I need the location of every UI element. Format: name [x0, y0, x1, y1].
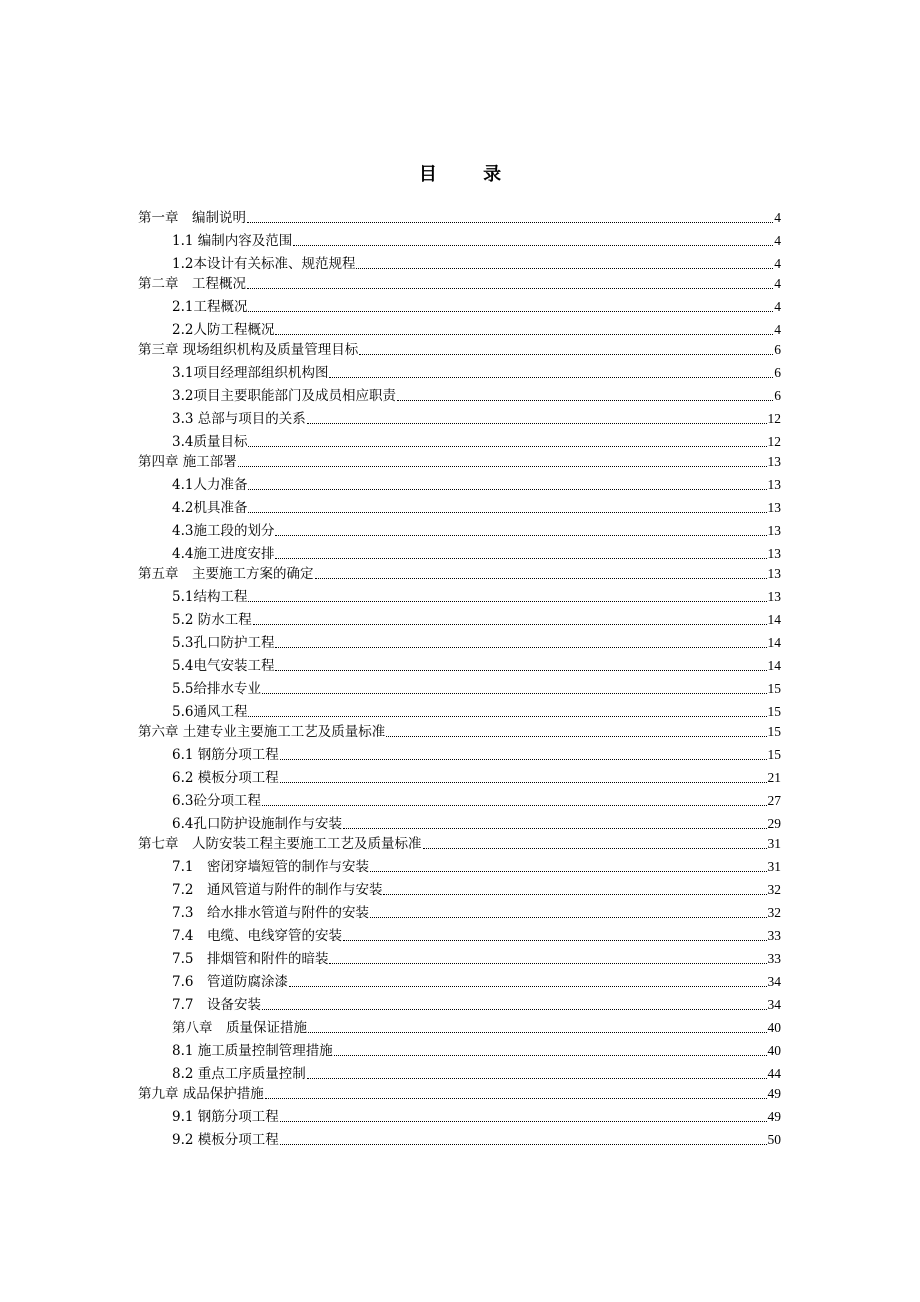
toc-entry-text: 7.1 密闭穿墙短管的制作与安装	[172, 859, 369, 875]
toc-page-number: 15	[767, 747, 781, 762]
toc-entry[interactable]	[138, 516, 781, 539]
toc-entry[interactable]	[138, 651, 781, 674]
toc-page-number: 4	[774, 299, 781, 314]
toc-entry-text: 5.1结构工程	[172, 589, 248, 605]
toc-entry-text: 6.1 钢筋分项工程	[172, 747, 279, 763]
toc-page-number: 12	[767, 434, 781, 449]
toc-dot-leader	[356, 268, 773, 269]
toc-dot-leader	[370, 917, 767, 918]
toc-entry-text: 4.4施工进度安排	[172, 546, 275, 562]
toc-entry[interactable]	[138, 852, 781, 875]
toc-page-number: 15	[767, 724, 781, 739]
toc-dot-leader	[386, 736, 766, 737]
toc-entry[interactable]	[138, 493, 781, 516]
toc-dot-leader	[307, 1078, 767, 1079]
toc-dot-leader	[293, 245, 773, 246]
toc-dot-leader	[280, 759, 767, 760]
toc-page-number: 4	[774, 276, 781, 291]
toc-entry[interactable]	[138, 921, 781, 944]
toc-page-number: 31	[767, 836, 781, 851]
toc-page-number: 40	[767, 1043, 781, 1058]
toc-entry[interactable]	[138, 809, 781, 832]
toc-entry[interactable]	[138, 1082, 781, 1102]
toc-entry-text: 第二章 工程概况	[138, 276, 246, 292]
toc-page-number: 13	[767, 589, 781, 604]
toc-entry-text: 8.1 施工质量控制管理措施	[172, 1043, 333, 1059]
toc-entry[interactable]	[138, 381, 781, 404]
toc-dot-leader	[315, 578, 767, 579]
toc-dot-leader	[265, 1098, 767, 1099]
toc-dot-leader	[329, 377, 773, 378]
toc-dot-leader	[334, 1055, 767, 1056]
toc-entry[interactable]	[138, 990, 781, 1013]
toc-entry-text: 5.4电气安装工程	[172, 658, 275, 674]
toc-page-number: 6	[774, 342, 781, 357]
toc-entry-text: 3.4质量目标	[172, 434, 248, 450]
toc-dot-leader	[248, 601, 766, 602]
toc-page-number: 13	[767, 477, 781, 492]
toc-page-number: 49	[767, 1086, 781, 1101]
toc-entry[interactable]	[138, 628, 781, 651]
toc-dot-leader	[253, 624, 767, 625]
toc-dot-leader	[262, 1009, 767, 1010]
toc-entry-text: 7.6 管道防腐涂漆	[172, 974, 288, 990]
toc-dot-leader	[343, 828, 767, 829]
toc-page-number: 4	[774, 233, 781, 248]
toc-entry-text: 2.1工程概况	[172, 299, 248, 315]
toc-page-number: 32	[767, 905, 781, 920]
toc-dot-leader	[397, 400, 773, 401]
toc-page-number: 6	[774, 388, 781, 403]
toc-list	[138, 206, 781, 1148]
toc-entry-text: 7.5 排烟管和附件的暗装	[172, 951, 329, 967]
toc-page-number: 14	[767, 612, 781, 627]
toc-dot-leader	[359, 354, 773, 355]
toc-entry-text: 6.3砼分项工程	[172, 793, 261, 809]
toc-entry-text: 1.1 编制内容及范围	[172, 233, 293, 249]
toc-page-number: 34	[767, 997, 781, 1012]
toc-page-number: 13	[767, 454, 781, 469]
toc-dot-leader	[262, 693, 767, 694]
toc-entry[interactable]	[138, 1036, 781, 1059]
toc-page-number: 4	[774, 322, 781, 337]
toc-dot-leader	[248, 716, 766, 717]
toc-entry[interactable]	[138, 450, 781, 470]
toc-entry[interactable]	[138, 944, 781, 967]
toc-page-number: 32	[767, 882, 781, 897]
toc-entry-text: 3.1项目经理部组织机构图	[172, 365, 329, 381]
toc-entry[interactable]	[138, 740, 781, 763]
toc-entry[interactable]	[138, 272, 781, 292]
toc-entry-text: 第六章 土建专业主要施工工艺及质量标准	[138, 724, 386, 740]
toc-entry[interactable]	[138, 763, 781, 786]
toc-entry[interactable]	[138, 338, 781, 358]
toc-page-number: 13	[767, 546, 781, 561]
toc-dot-leader	[248, 489, 766, 490]
toc-dot-leader	[248, 512, 766, 513]
toc-dot-leader	[275, 558, 766, 559]
toc-entry-text: 7.2 通风管道与附件的制作与安装	[172, 882, 383, 898]
toc-dot-leader	[307, 423, 767, 424]
toc-entry[interactable]	[138, 1013, 781, 1036]
toc-entry-text: 第三章 现场组织机构及质量管理目标	[138, 342, 359, 358]
toc-dot-leader	[248, 311, 773, 312]
toc-dot-leader	[275, 535, 766, 536]
toc-page-number: 21	[767, 770, 781, 785]
toc-page-number: 15	[767, 681, 781, 696]
toc-page-number: 4	[774, 256, 781, 271]
toc-page-number: 4	[774, 210, 781, 225]
toc-entry[interactable]	[138, 249, 781, 272]
toc-entry-text: 3.3 总部与项目的关系	[172, 411, 306, 427]
toc-page-number: 27	[767, 793, 781, 808]
toc-entry-text: 第八章 质量保证措施	[172, 1020, 307, 1036]
toc-dot-leader	[247, 222, 773, 223]
toc-dot-leader	[275, 647, 766, 648]
toc-dot-leader	[280, 1121, 767, 1122]
toc-entry-text: 5.5给排水专业	[172, 681, 261, 697]
toc-entry-text: 6.4孔口防护设施制作与安装	[172, 816, 342, 832]
toc-dot-leader	[280, 782, 767, 783]
toc-entry[interactable]	[138, 404, 781, 427]
toc-page-number: 13	[767, 500, 781, 515]
toc-entry[interactable]	[138, 605, 781, 628]
toc-entry[interactable]	[138, 315, 781, 338]
toc-dot-leader	[275, 670, 766, 671]
toc-entry-text: 5.2 防水工程	[172, 612, 252, 628]
toc-entry-text: 8.2 重点工序质量控制	[172, 1066, 306, 1082]
toc-entry-text: 7.7 设备安装	[172, 997, 261, 1013]
toc-entry[interactable]	[138, 470, 781, 493]
toc-dot-leader	[247, 288, 773, 289]
toc-entry-text: 5.3孔口防护工程	[172, 635, 275, 651]
toc-page-number: 14	[767, 658, 781, 673]
toc-entry-text: 第四章 施工部署	[138, 454, 237, 470]
toc-entry-text: 2.2人防工程概况	[172, 322, 275, 338]
toc-page-number: 14	[767, 635, 781, 650]
toc-entry-text: 7.3 给水排水管道与附件的安装	[172, 905, 369, 921]
toc-dot-leader	[423, 848, 767, 849]
toc-entry[interactable]	[138, 967, 781, 990]
toc-entry-text: 第七章 人防安装工程主要施工工艺及质量标准	[138, 836, 422, 852]
toc-page-number: 29	[767, 816, 781, 831]
toc-page-number: 31	[767, 859, 781, 874]
toc-title: 目 录	[418, 164, 522, 185]
toc-entry[interactable]	[138, 206, 781, 226]
toc-entry[interactable]	[138, 539, 781, 562]
toc-entry[interactable]	[138, 562, 781, 582]
toc-entry[interactable]	[138, 1102, 781, 1125]
toc-entry[interactable]	[138, 292, 781, 315]
toc-entry[interactable]	[138, 786, 781, 809]
toc-entry[interactable]	[138, 697, 781, 720]
toc-page-number: 12	[767, 411, 781, 426]
toc-entry[interactable]	[138, 832, 781, 852]
toc-entry-text: 第五章 主要施工方案的确定	[138, 566, 314, 582]
toc-dot-leader	[238, 466, 767, 467]
toc-entry[interactable]	[138, 875, 781, 898]
toc-dot-leader	[275, 334, 773, 335]
toc-dot-leader	[308, 1032, 767, 1033]
toc-entry-text: 3.2项目主要职能部门及成员相应职责	[172, 388, 396, 404]
toc-dot-leader	[329, 963, 766, 964]
toc-dot-leader	[262, 805, 767, 806]
toc-dot-leader	[280, 1144, 767, 1145]
toc-page-number: 33	[767, 951, 781, 966]
toc-entry[interactable]	[138, 674, 781, 697]
toc-dot-leader	[289, 986, 767, 987]
toc-entry-text: 第九章 成品保护措施	[138, 1086, 264, 1102]
toc-entry[interactable]	[138, 582, 781, 605]
toc-entry[interactable]	[138, 427, 781, 450]
toc-dot-leader	[370, 871, 767, 872]
toc-entry[interactable]	[138, 720, 781, 740]
toc-entry-text: 4.1人力准备	[172, 477, 248, 493]
toc-page-number: 6	[774, 365, 781, 380]
toc-entry[interactable]	[138, 898, 781, 921]
toc-page-number: 49	[767, 1109, 781, 1124]
toc-entry[interactable]	[138, 1125, 781, 1148]
toc-entry-text: 9.1 钢筋分项工程	[172, 1109, 279, 1125]
toc-page-number: 50	[767, 1132, 781, 1147]
toc-page-number: 40	[767, 1020, 781, 1035]
toc-entry[interactable]	[138, 1059, 781, 1082]
toc-dot-leader	[343, 940, 767, 941]
toc-page-number: 15	[767, 704, 781, 719]
toc-entry-text: 9.2 模板分项工程	[172, 1132, 279, 1148]
toc-entry-text: 4.3施工段的划分	[172, 523, 275, 539]
toc-page-number: 33	[767, 928, 781, 943]
toc-entry-text: 4.2机具准备	[172, 500, 248, 516]
toc-page-number: 34	[767, 974, 781, 989]
toc-page-number: 13	[767, 566, 781, 581]
toc-dot-leader	[248, 446, 766, 447]
toc-entry[interactable]	[138, 226, 781, 249]
toc-entry-text: 第一章 编制说明	[138, 210, 246, 226]
toc-entry-text: 6.2 模板分项工程	[172, 770, 279, 786]
toc-entry-text: 1.2本设计有关标准、规范规程	[172, 256, 356, 272]
toc-page-number: 13	[767, 523, 781, 538]
toc-dot-leader	[383, 894, 766, 895]
toc-entry-text: 7.4 电缆、电线穿管的安装	[172, 928, 342, 944]
toc-entry-text: 5.6通风工程	[172, 704, 248, 720]
toc-page-number: 44	[767, 1066, 781, 1081]
toc-entry[interactable]	[138, 358, 781, 381]
